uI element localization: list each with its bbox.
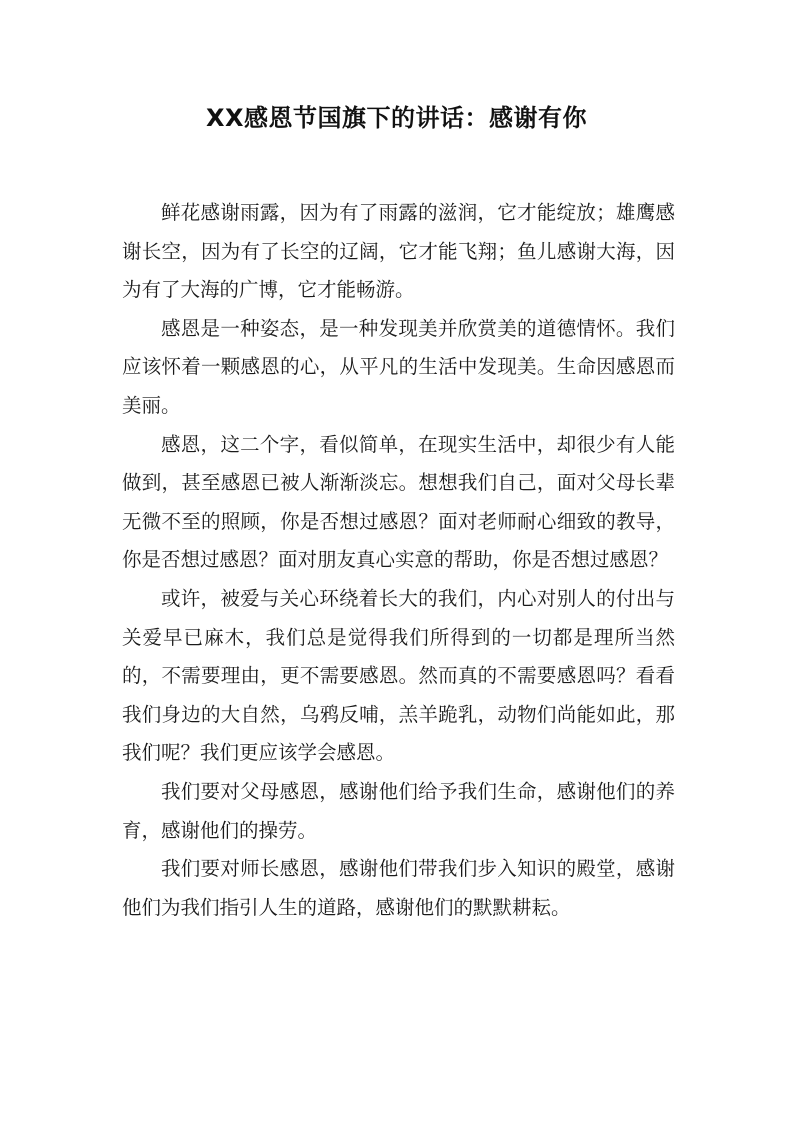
paragraph: 我们要对父母感恩，感谢他们给予我们生命，感谢他们的养育，感谢他们的操劳。	[122, 779, 675, 842]
paragraph: 感恩，这二个字，看似简单，在现实生活中，却很少有人能做到，甚至感恩已被人渐渐淡忘。想想我们自己，面对父母长辈无微不至的照顾，你是否想过感恩？面对老师耐心细致的教导，你是否想过感恩？面对朋友真心实意的帮助，你是否想过感恩？	[122, 432, 675, 572]
paragraph: 我们要对师长感恩，感谢他们带我们步入知识的殿堂，感谢他们为我们指引人生的道路，感谢他们的默默耕耘。	[122, 857, 675, 919]
document-title: XX感恩节国旗下的讲话：感谢有你	[205, 104, 587, 132]
document-body	[122, 194, 675, 927]
paragraph: 鲜花感谢雨露，因为有了雨露的滋润，它才能绽放；雄鹰感谢长空，因为有了长空的辽阔，它才能飞翔；鱼儿感谢大海，因为有了大海的广博，它才能畅游。	[122, 201, 675, 302]
paragraph: 或许，被爱与关心环绕着长大的我们，内心对别人的付出与关爱早已麻木，我们总是觉得我们所得到的一切都是理所当然的，不需要理由，更不需要感恩。然而真的不需要感恩吗？看看我们身边的大自然，乌鸦反哺，羔羊跪乳，动物们尚能如此，那我们呢？我们更应该学会感恩。	[122, 586, 675, 765]
paragraph: 感恩是一种姿态，是一种发现美并欣赏美的道德情怀。我们应该怀着一颗感恩的心，从平凡的生活中发现美。生命因感恩而美丽。	[122, 316, 675, 417]
